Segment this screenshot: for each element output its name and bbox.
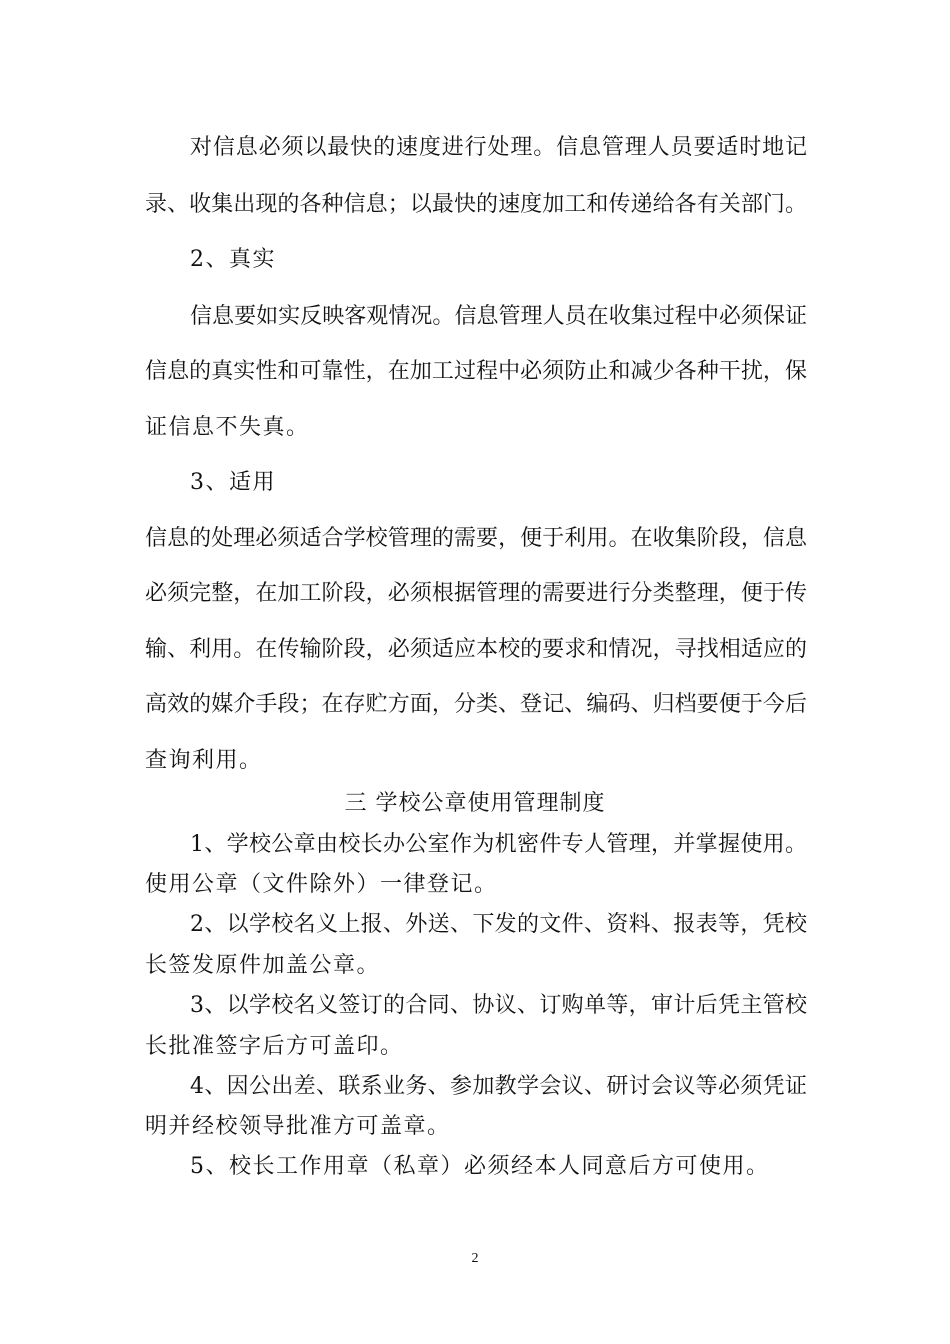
body-line: 5、校长工作用章（私章）必须经本人同意后方可使用。 (190, 1154, 770, 1179)
body-line: 明并经校领导批准方可盖章。 (145, 1114, 451, 1139)
body-line: 1、学校公章由校长办公室作为机密件专人管理，并掌握使用。 (190, 832, 807, 857)
subsection-heading: 2、真实 (190, 247, 276, 272)
body-line: 信息的真实性和可靠性，在加工过程中必须防止和减少各种干扰，保 (145, 359, 807, 384)
body-line: 证信息不失真。 (145, 415, 310, 440)
body-line: 高效的媒介手段；在存贮方面，分类、登记、编码、归档要便于今后 (145, 692, 807, 717)
body-line: 录、收集出现的各种信息；以最快的速度加工和传递给各有关部门。 (145, 192, 807, 217)
body-line: 输、利用。在传输阶段，必须适应本校的要求和情况，寻找相适应的 (145, 637, 807, 662)
page-number: 2 (471, 1251, 479, 1266)
body-line: 必须完整，在加工阶段，必须根据管理的需要进行分类整理，便于传 (145, 581, 807, 606)
subsection-heading: 3、适用 (190, 470, 276, 495)
body-line: 信息的处理必须适合学校管理的需要，便于利用。在收集阶段，信息 (145, 526, 807, 551)
body-line: 4、因公出差、联系业务、参加教学会议、研讨会议等必须凭证 (190, 1074, 807, 1099)
body-line: 2、以学校名义上报、外送、下发的文件、资料、报表等，凭校 (190, 912, 807, 937)
body-line: 对信息必须以最快的速度进行处理。信息管理人员要适时地记 (190, 135, 807, 160)
body-line: 使用公章（文件除外）一律登记。 (145, 872, 498, 897)
body-line: 查询利用。 (145, 748, 263, 773)
body-line: 3、以学校名义签订的合同、协议、订购单等，审计后凭主管校 (190, 993, 807, 1018)
body-line: 长签发原件加盖公章。 (145, 953, 381, 978)
section-heading: 三 学校公章使用管理制度 (344, 791, 606, 816)
body-line: 长批准签字后方可盖印。 (145, 1034, 404, 1059)
body-line: 信息要如实反映客观情况。信息管理人员在收集过程中必须保证 (190, 304, 807, 329)
